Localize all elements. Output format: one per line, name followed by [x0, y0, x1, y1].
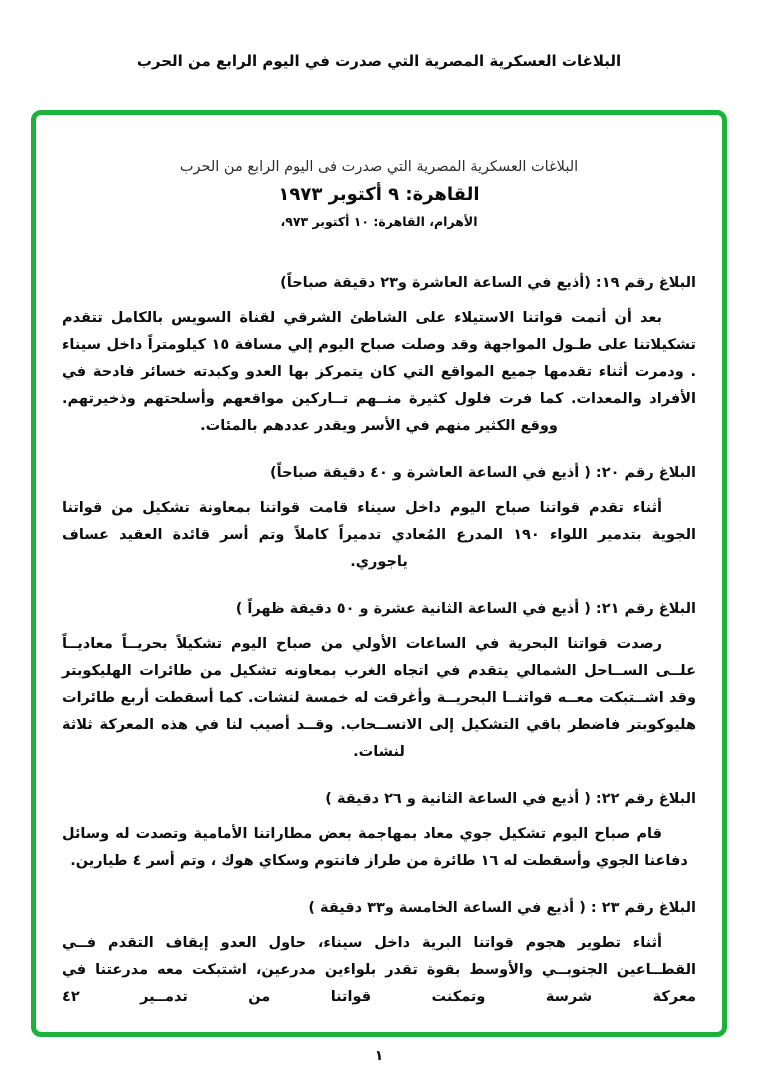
communique-body: رصدت قواتنا البحرية في الساعات الأولي من صباح اليوم تشكيلاً بحريــاً معاديــاً علــى الســاحل الشمالي يتقدم في اتجاه الغرب بمعاونه تشكيل من طائرات الهليكوبتر وقد اشــتبكت معــه قواتنــا البحريــة وأغرقت له خمسة لنشات. كما أسقطت أربع طائرات هليوكوبتر فاضطر باقي التشكيل إلى الانســحاب. وقــد أصيب لنا في هذه المعركة ثلاثة لنشات. — [62, 636, 696, 760]
document-frame — [31, 110, 727, 1037]
communique-body: أثناء تطوير هجوم قواتنا البرية داخل سيناء، حاول العدو إيقاف التقدم فــي القطــاعين الجنوبــي والأوسط بقوة تقدر بلواءين مدرعين، اشتبكت معه مدرعتنا في معركة شرسة وتمكنت قواتنا من تدمــير ٤٢ — [62, 935, 696, 1005]
communique-19 — [62, 271, 696, 440]
communique-21 — [62, 597, 696, 766]
communique-23 — [62, 896, 696, 1011]
communique-heading: البلاغ رقم ١٩: (أذيع في الساعة العاشرة و٢٣ دقيقة صباحاً) — [280, 275, 696, 291]
communique-body: أثناء تقدم قواتنا صباح اليوم داخل سيناء قامت قواتنا بمعاونة تشكيل من قواتنا الجوية بتدمير اللواء ١٩٠ المدرع المُعادي تدميراً كاملاً وتم أسر قائدة العقيد عساف ياجوري. — [62, 500, 696, 570]
document-title: البلاغات العسكرية المصرية التي صدرت فى اليوم الرابع من الحرب — [179, 159, 579, 175]
source-attribution: الأهرام، القاهرة: ١٠ أكتوبر ٩٧٣، — [280, 214, 478, 229]
communique-heading: البلاغ رقم ٢١: ( أذيع في الساعة الثانية عشرة و ٥٠ دقيقة ظهراً ) — [235, 601, 696, 617]
communique-heading: البلاغ رقم ٢٠: ( أذيع في الساعة العاشرة و ٤٠ دقيقة صباحاً) — [270, 465, 696, 481]
communique-body: قام صباح اليوم تشكيل جوي معاد بمهاجمة بعض مطاراتنا الأمامية وتصدت له وسائل دفاعنا الجوي وأسقطت له ١٦ طائرة من طراز فانتوم وسكاي هوك ، وتم أسر ٤ طيارين. — [62, 826, 688, 869]
communique-heading: البلاغ رقم ٢٣ : ( أذيع في الساعة الخامسة و٣٣ دقيقة ) — [308, 900, 696, 916]
page-header-title: البلاغات العسكرية المصرية التي صدرت في اليوم الرابع من الحرب — [136, 52, 622, 70]
communique-body: بعد أن أتمت قواتنا الاستيلاء على الشاطئ الشرقي لقناة السويس بالكامل تتقدم تشكيلاتنا على طـول المواجهة وقد وصلت صباح اليوم إلي مسافة ١٥ كيلومتراً داخل سيناء . ودمرت أثناء تقدمها جميع المواقع التي كان يتمركز بها العدو وكبدته خسائر فادحة في الأفراد والمعدات. كما فرت فلول كثيرة منــهم تــاركين مواقعهم وأسلحتهم وذخيرتهم. ووقع الكثير منهم في الأسر ويقدر عددهم بالمئات. — [62, 310, 696, 434]
dateline: القاهرة: ٩ أكتوبر ١٩٧٣ — [278, 184, 480, 205]
communique-heading: البلاغ رقم ٢٢: ( أذيع في الساعة الثانية و ٢٦ دقيقة ) — [325, 791, 696, 807]
page-number: ١ — [374, 1048, 384, 1064]
communique-20 — [62, 461, 696, 576]
communique-22 — [62, 787, 696, 875]
